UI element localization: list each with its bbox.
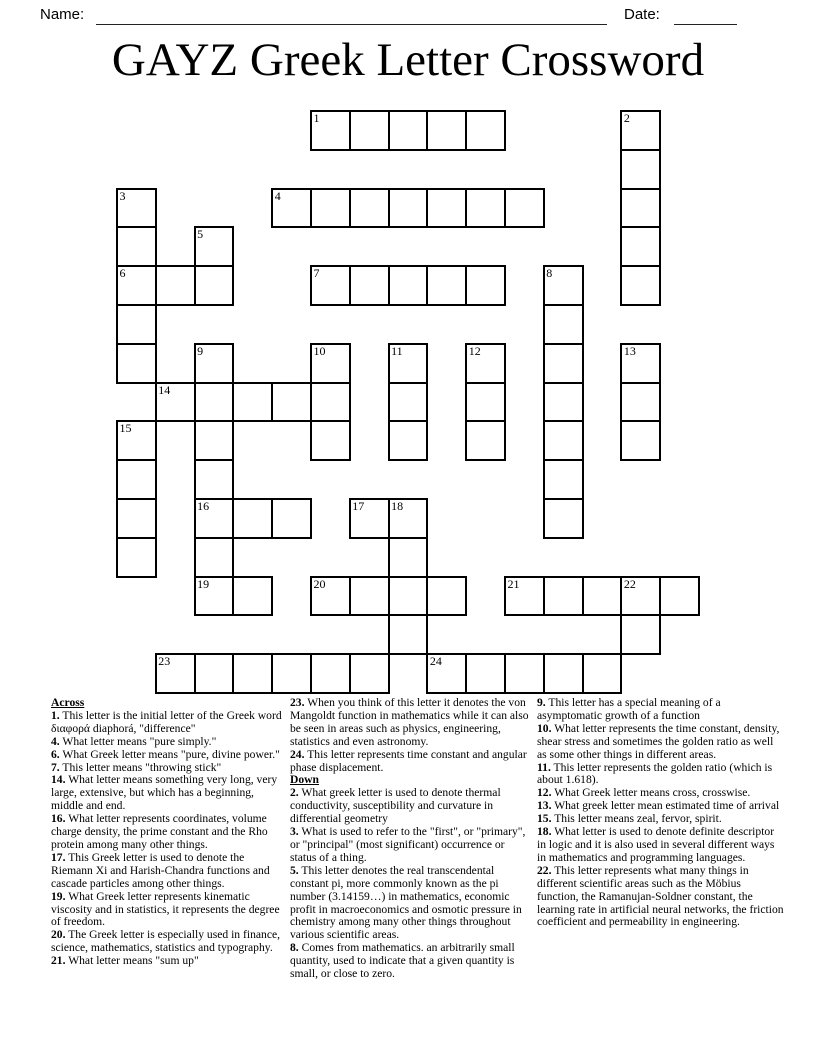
grid-cell[interactable] (465, 188, 506, 229)
grid-cell-11[interactable] (388, 343, 429, 384)
grid-cell-20[interactable] (310, 576, 351, 617)
cell-number: 8 (546, 266, 553, 281)
clue-number: 24. (290, 747, 305, 761)
grid-cell[interactable] (388, 537, 429, 578)
grid-cell-6[interactable] (116, 265, 157, 306)
cell-number: 18 (391, 499, 404, 513)
cell-number: 13 (623, 343, 636, 358)
clue-down-8: 8. Comes from mathematics. an arbitrarily small quantity, used to indicate that a given quantity is small, or close to zero. (290, 941, 515, 981)
clues-column-1 (51, 697, 290, 981)
grid-cell-16[interactable] (194, 498, 235, 539)
clue-across-23: 23. When you think of this letter it denotes the von Mangoldt function in mathematics while it can also be seen in areas such as physics, engineering, statistics and even astronomy. (290, 696, 529, 748)
grid-cell[interactable] (543, 576, 584, 617)
cell-number: 7 (313, 266, 320, 281)
grid-cell[interactable] (465, 420, 506, 461)
clue-number: 9. (537, 696, 546, 709)
grid-cell[interactable] (620, 420, 661, 461)
grid-cell[interactable] (155, 265, 196, 306)
grid-cell[interactable] (116, 304, 157, 345)
grid-cell[interactable] (349, 653, 390, 694)
clue-down-2: 2. What greek letter is used to denote thermal conductivity, susceptibility and curvature in differential geometry (290, 786, 501, 826)
clue-number: 4. (51, 734, 60, 748)
grid-cell-3[interactable] (116, 188, 157, 229)
cell-number: 2 (623, 111, 630, 125)
grid-cell[interactable] (504, 188, 545, 229)
clue-number: 21. (51, 954, 66, 968)
grid-cell[interactable] (232, 653, 273, 694)
grid-cell[interactable] (620, 226, 661, 267)
grid-cell[interactable] (388, 110, 429, 151)
grid-cell[interactable] (310, 188, 351, 229)
grid-cell[interactable] (271, 498, 312, 539)
grid-cell[interactable] (232, 576, 273, 617)
grid-cell[interactable] (543, 304, 584, 345)
cell-number: 12 (468, 343, 481, 358)
grid-cell[interactable] (543, 343, 584, 384)
grid-cell[interactable] (194, 537, 235, 578)
grid-cell-17[interactable] (349, 498, 390, 539)
clue-across-4: 4. What letter means "pure simply." (51, 734, 217, 748)
clue-down-5: 5. This letter denotes the real transcendental constant pi, more commonly known as the pi number (3.14159…) in mathematics, economic profit in macroeconomics and osmotic pressure in chemistry among many other things throughout various scientific areas. (290, 863, 522, 942)
clue-number: 13. (537, 799, 552, 813)
grid-cell-14[interactable] (155, 382, 196, 423)
cell-number: 24 (429, 654, 442, 669)
cell-number: 9 (197, 343, 204, 358)
grid-cell[interactable] (388, 420, 429, 461)
grid-cell[interactable] (271, 653, 312, 694)
clue-across-6: 6. What Greek letter means "pure, divine power." (51, 747, 280, 761)
clue-down-11: 11. This letter represents the golden ratio (which is about 1.618). (537, 760, 773, 787)
cell-number: 16 (197, 499, 210, 513)
clues-column-2 (290, 697, 537, 981)
clue-across-20: 20. The Greek letter is especially used in finance, science, mathematics, statistics and typography. (51, 928, 281, 955)
grid-cell-12[interactable] (465, 343, 506, 384)
grid-cell[interactable] (349, 265, 390, 306)
grid-cell[interactable] (194, 382, 235, 423)
grid-cell-4[interactable] (271, 188, 312, 229)
clues-down-heading: Down (290, 773, 319, 787)
grid-cell-10[interactable] (310, 343, 351, 384)
grid-cell-24[interactable] (426, 653, 467, 694)
grid-cell[interactable] (582, 576, 623, 617)
cell-number: 3 (119, 188, 126, 203)
grid-cell[interactable] (465, 265, 506, 306)
grid-cell[interactable] (543, 498, 584, 539)
grid-cell[interactable] (504, 653, 545, 694)
name-blank-line[interactable] (96, 6, 607, 25)
grid-cell[interactable] (620, 265, 661, 306)
clue-down-12: 12. What Greek letter means cross, crosswise. (537, 786, 751, 800)
clue-number: 23. (290, 696, 305, 709)
date-label: Date: (624, 6, 660, 23)
clue-across-7: 7. This letter means "throwing stick" (51, 760, 222, 774)
cell-number: 17 (352, 499, 365, 513)
grid-cell[interactable] (116, 537, 157, 578)
grid-cell[interactable] (310, 382, 351, 423)
clue-number: 11. (537, 760, 551, 774)
clue-number: 5. (290, 863, 299, 877)
grid-cell-5[interactable] (194, 226, 235, 267)
clue-number: 14. (51, 773, 66, 787)
cell-number: 20 (313, 576, 326, 591)
grid-cell-7[interactable] (310, 265, 351, 306)
clue-number: 18. (537, 825, 552, 839)
cell-number: 11 (391, 343, 403, 358)
grid-cell[interactable] (349, 576, 390, 617)
date-blank-line[interactable] (674, 6, 737, 25)
grid-cell-19[interactable] (194, 576, 235, 617)
page-title: GAYZ Greek Letter Crossword (111, 34, 705, 86)
crossword-grid (116, 110, 702, 696)
grid-cell[interactable] (543, 459, 584, 500)
grid-cell-9[interactable] (194, 343, 235, 384)
grid-cell-23[interactable] (155, 653, 196, 694)
grid-cell[interactable] (116, 459, 157, 500)
clue-number: 6. (51, 747, 60, 761)
grid-cell-15[interactable] (116, 420, 157, 461)
cell-number: 14 (158, 382, 171, 397)
clue-down-13: 13. What greek letter mean estimated time of arrival (537, 799, 780, 813)
grid-cell[interactable] (543, 653, 584, 694)
grid-cell[interactable] (116, 498, 157, 539)
cell-number: 5 (197, 227, 204, 242)
grid-cell[interactable] (232, 498, 273, 539)
cell-number: 19 (197, 576, 210, 591)
grid-cell[interactable] (116, 226, 157, 267)
grid-cell[interactable] (349, 110, 390, 151)
clues-column-3 (537, 697, 784, 981)
grid-cell[interactable] (620, 382, 661, 423)
clue-across-16: 16. What letter represents coordinates, volume charge density, the prime constant and the Rho protein among many other things. (51, 812, 268, 851)
grid-cell-1[interactable] (310, 110, 351, 151)
grid-cell[interactable] (620, 149, 661, 190)
grid-cell[interactable] (543, 420, 584, 461)
grid-cell[interactable] (620, 188, 661, 229)
cell-number: 15 (119, 421, 132, 436)
cell-number: 22 (623, 576, 636, 591)
grid-cell[interactable] (310, 420, 351, 461)
clue-across-24: 24. This letter represents time constant and angular phase displacement. (290, 747, 527, 774)
grid-cell[interactable] (465, 653, 506, 694)
grid-cell[interactable] (388, 576, 429, 617)
grid-cell[interactable] (659, 576, 700, 617)
grid-cell[interactable] (232, 382, 273, 423)
grid-cell[interactable] (620, 614, 661, 655)
clue-down-9: 9. This letter has a special meaning of a asymptomatic growth of a function (537, 696, 721, 722)
clue-number: 2. (290, 786, 299, 800)
grid-cell[interactable] (116, 343, 157, 384)
clues-section (51, 697, 784, 981)
clue-number: 12. (537, 786, 552, 800)
grid-cell[interactable] (388, 188, 429, 229)
clue-number: 15. (537, 812, 552, 826)
clue-number: 3. (290, 825, 299, 839)
cell-number: 4 (274, 188, 281, 203)
clues-across-heading: Across (51, 696, 85, 709)
clue-number: 22. (537, 863, 552, 877)
grid-cell[interactable] (194, 265, 235, 306)
cell-number: 1 (313, 111, 320, 125)
grid-cell[interactable] (582, 653, 623, 694)
clue-number: 19. (51, 889, 66, 903)
clue-number: 10. (537, 721, 552, 735)
grid-cell[interactable] (426, 188, 467, 229)
grid-cell[interactable] (194, 653, 235, 694)
clue-number: 7. (51, 760, 60, 774)
grid-cell[interactable] (271, 382, 312, 423)
clue-number: 1. (51, 708, 60, 722)
grid-cell[interactable] (426, 110, 467, 151)
clue-number: 17. (51, 850, 66, 864)
grid-cell[interactable] (194, 420, 235, 461)
cell-number: 6 (119, 266, 126, 281)
clue-across-19: 19. What Greek letter represents kinematic viscosity and in statistics, it represents the degree of freedom. (51, 889, 280, 929)
clue-across-17: 17. This Greek letter is used to denote the Riemann Xi and Harish-Chandra functions and cascade particles among other things. (51, 850, 270, 890)
clue-down-3: 3. What is used to refer to the "first", or "primary", or "principal" (most significant) occurrence or status of a thing. (290, 825, 526, 864)
name-label: Name: (40, 6, 85, 23)
clue-down-10: 10. What letter represents the time constant, density, shear stress and sometimes the golden ratio as well as some other things in different areas. (537, 721, 780, 761)
grid-cell-2[interactable] (620, 110, 661, 151)
grid-cell[interactable] (426, 576, 467, 617)
grid-cell-8[interactable] (543, 265, 584, 306)
clue-down-18: 18. What letter is used to denote definite descriptor in logic and it is also used in several different ways in mathematics and programming languages. (537, 825, 775, 864)
grid-cell[interactable] (465, 382, 506, 423)
cell-number: 10 (313, 343, 326, 358)
grid-cell[interactable] (310, 653, 351, 694)
cell-number: 23 (158, 654, 171, 669)
grid-cell-13[interactable] (620, 343, 661, 384)
grid-cell[interactable] (349, 188, 390, 229)
grid-cell[interactable] (426, 265, 467, 306)
grid-cell[interactable] (388, 382, 429, 423)
grid-cell-18[interactable] (388, 498, 429, 539)
grid-cell-21[interactable] (504, 576, 545, 617)
clue-across-21: 21. What letter means "sum up" (51, 954, 199, 968)
clue-number: 20. (51, 928, 66, 942)
grid-cell[interactable] (388, 614, 429, 655)
cell-number: 21 (507, 576, 520, 591)
clue-across-1: 1. This letter is the initial letter of the Greek word διαφορά diaphorá, "difference" (51, 708, 282, 735)
clue-number: 16. (51, 812, 66, 826)
grid-cell[interactable] (388, 265, 429, 306)
clue-across-14: 14. What letter means something very long, very large, extensive, but which has a beginning, middle and end. (51, 773, 278, 813)
grid-cell[interactable] (543, 382, 584, 423)
grid-cell[interactable] (194, 459, 235, 500)
clue-down-15: 15. This letter means zeal, fervor, spirit. (537, 812, 722, 826)
grid-cell[interactable] (465, 110, 506, 151)
grid-cell-22[interactable] (620, 576, 661, 617)
clue-down-22: 22. This letter represents what many things in different scientific areas such as the Möbius function, the Ramanujan-Soldner constant, the learning rate in artificial neural networks, the friction coefficient and permeability in engineering. (537, 863, 784, 929)
clue-number: 8. (290, 941, 299, 955)
